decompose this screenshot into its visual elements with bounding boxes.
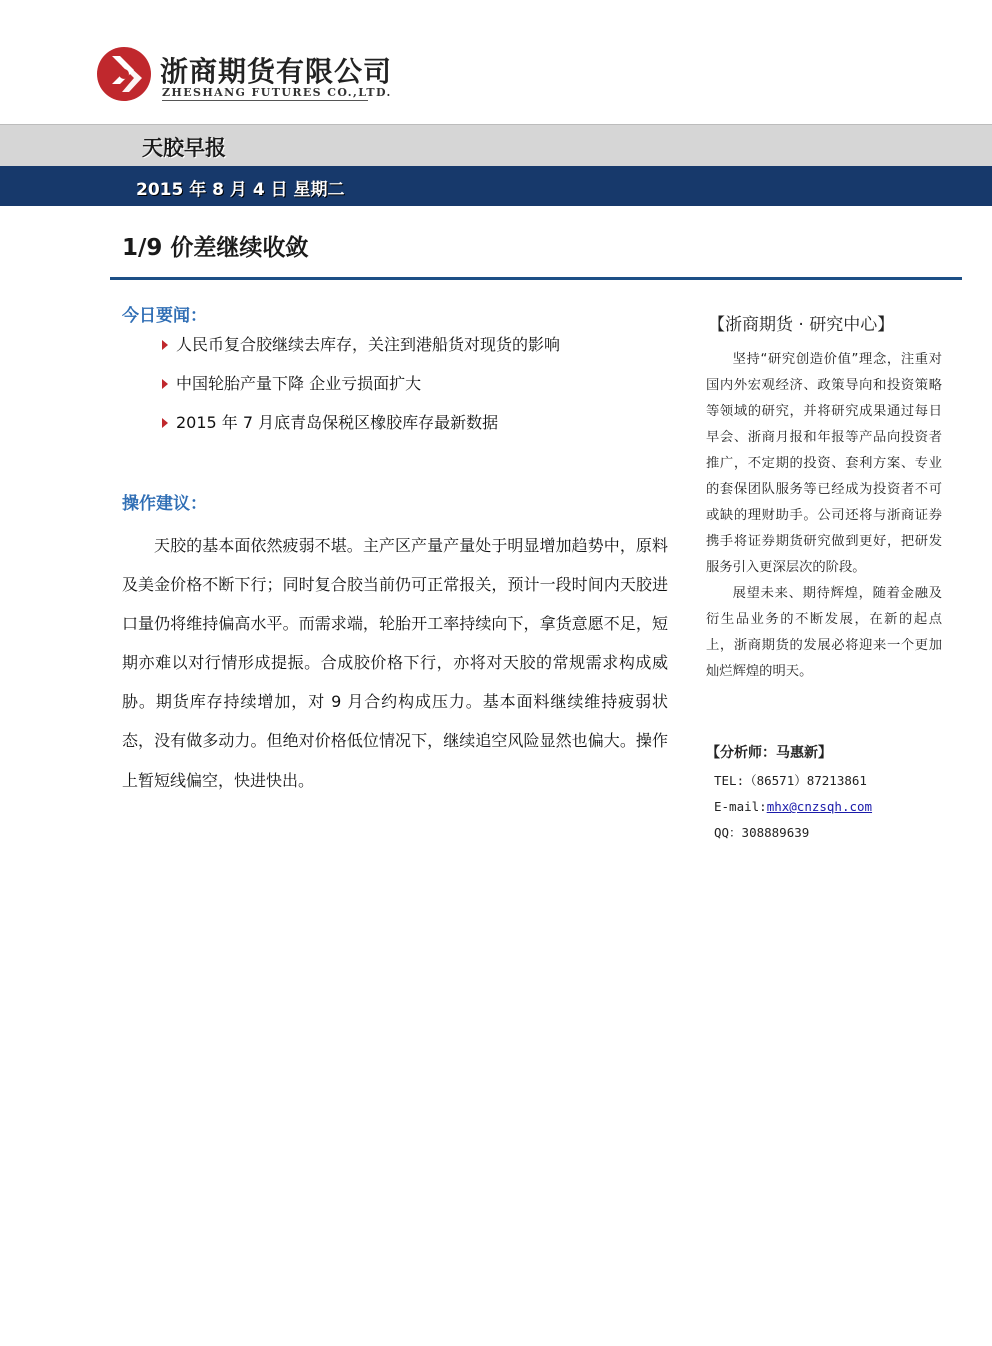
sidebar-paragraph: 展望未来、期待辉煌，随着金融及衍生品业务的不断发展，在新的起点上，浙商期货的发展必将迎来一个更加灿烂辉煌的明天。 [706,586,942,679]
arrow-bullet-icon [162,418,168,428]
zheshang-logo-icon [96,46,152,102]
sidebar-title: 【浙商期货 · 研究中心】 [708,315,895,335]
analyst-qq: QQ：308889639 [714,825,810,840]
report-date-band [0,166,992,206]
analyst-tel: TEL:（86571）87213861 [714,773,867,788]
news-item [162,412,662,451]
analyst-contact [706,742,956,846]
company-name-cn: 浙商期货有限公司 [160,55,393,88]
sidebar-paragraph: 坚持“研究创造价值”理念，注重对国内外宏观经济、政策导向和投资策略等领域的研究，并将研究成果通过每日早会、浙商月报和年报等产品向投资者推广，不定期的投资、套利方案、专业的套保团队服务等已经成为投资者不可或缺的理财助手。公司还将与浙商证券携手将证券期货研究做到更好，把研发服务引入更深层次的阶段。 [706,352,942,575]
company-name-en: ZHESHANG FUTURES CO.,LTD. [162,86,392,99]
analyst-name: 【分析师：马惠新】 [706,745,832,761]
headline: 1/9 价差继续收敛 [122,235,309,261]
news-item-text: 2015 年 7 月底青岛保税区橡胶库存最新数据 [176,413,499,432]
email-label: E-mail: [714,799,767,814]
arrow-bullet-icon [162,340,168,350]
news-item-text: 人民币复合胶继续去库存，关注到港船货对现货的影响 [176,335,561,354]
company-logo [96,46,396,106]
report-type: 天胶早报 [142,136,226,160]
news-section-title: 今日要闻： [122,306,207,326]
headline-rule [110,277,962,280]
analyst-email-row [706,794,956,820]
advice-body: 天胶的基本面依然疲弱不堪。主产区产量产量处于明显增加趋势中，原料及美金价格不断下行；同时复合胶当前仍可正常报关，预计一段时间内天胶进口量仍将维持偏高水平。而需求端，轮胎开工率持续向下，拿货意愿不足，短期亦难以对行情形成提振。合成胶价格下行，亦将对天胶的常规需求构成威胁。期货库存持续增加，对 9 月合约构成压力。基本面料继续维持疲弱状态，没有做多动力。但绝对价格低位情况下，继续追空风险显然也偏大。操作上暂短线偏空，快进快出。 [122,536,668,790]
research-center-sidebar [706,310,942,685]
advice-section-title: 操作建议： [122,494,207,514]
news-list [162,334,662,451]
company-underline [162,100,368,101]
email-link[interactable]: mhx@cnzsqh.com [766,799,873,814]
arrow-bullet-icon [162,379,168,389]
report-date: 2015 年 8 月 4 日 星期二 [136,180,345,200]
news-item-text: 中国轮胎产量下降 企业亏损面扩大 [176,374,422,393]
news-item [162,373,662,412]
report-type-band [0,124,992,167]
news-item [162,334,662,373]
